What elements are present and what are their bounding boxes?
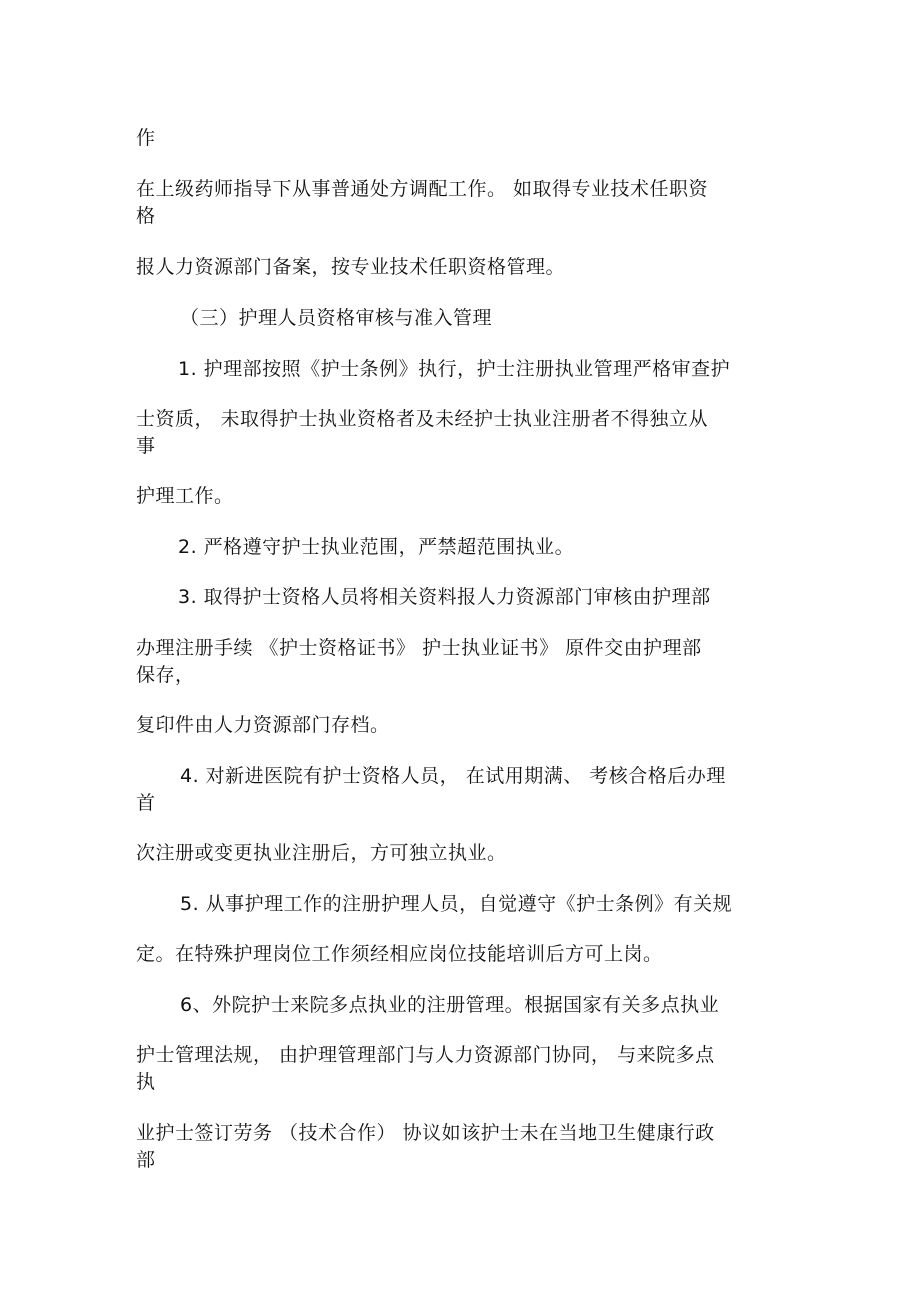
text-line: 次注册或变更执业注册后，方可独立执业。	[136, 842, 507, 864]
text-line: 事	[136, 435, 156, 457]
text-line: 执	[136, 1071, 156, 1093]
text-line: 作	[136, 127, 156, 149]
text-line: 报人力资源部门备案，按专业技术任职资格管理。	[136, 256, 566, 278]
text-line: 定。在特殊护理岗位工作须经相应岗位技能培训后方可上岗。	[136, 943, 663, 965]
text-line: 部	[136, 1149, 156, 1171]
text-line: 4. 对新进医院有护士资格人员， 在试用期满、 考核合格后办理	[180, 765, 726, 787]
text-line: 2. 严格遵守护士执业范围，严禁超范围执业。	[178, 536, 575, 558]
text-line: 5. 从事护理工作的注册护理人员，自觉遵守《护士条例》有关规	[180, 893, 733, 915]
text-line: 办理注册手续 《护士资格证书》 护士执业证书》 原件交由护理部	[136, 637, 702, 659]
text-line: 士资质， 未取得护士执业资格者及未经护士执业注册者不得独立从	[136, 408, 709, 430]
text-line: 在上级药师指导下从事普通处方调配工作。 如取得专业技术任职资	[136, 178, 709, 200]
text-line: 护士管理法规， 由护理管理部门与人力资源部门协同， 与来院多点	[136, 1044, 715, 1066]
section-heading: （三）护理人员资格审核与准入管理	[180, 307, 493, 329]
text-line: 保存，	[136, 664, 195, 686]
text-line: 复印件由人力资源部门存档。	[136, 714, 390, 736]
text-line: 3. 取得护士资格人员将相关资料报人力资源部门审核由护理部	[178, 586, 711, 608]
text-line: 6、外院护士来院多点执业的注册管理。根据国家有关多点执业	[180, 994, 720, 1016]
text-line: 1. 护理部按照《护士条例》执行，护士注册执业管理严格审查护	[178, 358, 731, 380]
text-line: 格	[136, 205, 156, 227]
text-line: 业护士签订劳务 （技术合作） 协议如该护士未在当地卫生健康行政	[136, 1122, 715, 1144]
text-line: 护理工作。	[136, 485, 234, 507]
text-line: 首	[136, 792, 156, 814]
